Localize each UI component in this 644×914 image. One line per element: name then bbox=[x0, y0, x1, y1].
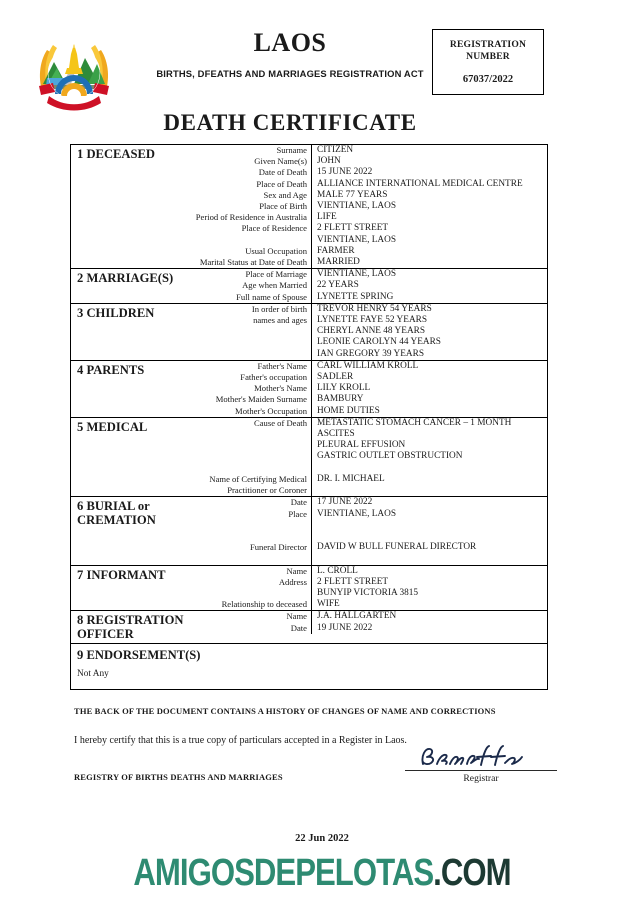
table-row bbox=[189, 406, 547, 417]
table-row bbox=[189, 145, 547, 156]
section-parents bbox=[71, 361, 547, 418]
row-label: Usual Occupation bbox=[245, 245, 307, 256]
table-row bbox=[189, 497, 547, 508]
row-value: VIENTIANE, LAOS bbox=[311, 269, 547, 280]
row-value: FARMER bbox=[311, 246, 547, 257]
row-label bbox=[189, 520, 311, 531]
section-deceased bbox=[71, 145, 547, 269]
row-value: GASTRIC OUTLET OBSTRUCTION bbox=[311, 451, 547, 462]
certificate-table bbox=[70, 144, 548, 690]
row-value: 22 YEARS bbox=[311, 280, 547, 291]
table-row bbox=[189, 451, 547, 462]
row-label: names and ages bbox=[253, 315, 307, 326]
registration-number-value: 67037/2022 bbox=[462, 74, 514, 85]
table-row bbox=[189, 520, 547, 531]
row-label: Date bbox=[290, 622, 307, 633]
row-value: BUNYIP VICTORIA 3815 bbox=[311, 588, 547, 599]
watermark-main-text: AMIGOSDEPELOTAS bbox=[133, 852, 434, 894]
table-row bbox=[189, 509, 547, 520]
section-parents-rows bbox=[189, 361, 547, 417]
row-label: Date bbox=[290, 497, 307, 508]
table-row bbox=[189, 246, 547, 257]
row-value: PLEURAL EFFUSION bbox=[311, 440, 547, 451]
row-value: METASTATIC STOMACH CANCER – 1 MONTH bbox=[311, 418, 547, 429]
row-value: HOME DUTIES bbox=[311, 406, 547, 417]
table-row bbox=[189, 304, 547, 315]
burial-title-line1: 6 BURIAL or bbox=[77, 499, 150, 514]
table-row bbox=[189, 542, 547, 553]
row-label: Name bbox=[286, 565, 307, 576]
table-row bbox=[189, 485, 547, 496]
row-value bbox=[311, 463, 547, 474]
back-of-document-notice: THE BACK OF THE DOCUMENT CONTAINS A HISTORY OF CHANGES OF NAME AND CORRECTIONS bbox=[74, 706, 496, 716]
table-row bbox=[189, 599, 547, 610]
row-value: JOHN bbox=[311, 156, 547, 167]
burial-title-line2: CREMATION bbox=[77, 512, 156, 527]
section-marriages bbox=[71, 269, 547, 304]
table-row bbox=[189, 394, 547, 405]
registration-number-label bbox=[433, 30, 543, 63]
act-subtitle: BIRTHS, DFEATHS AND MARRIAGES REGISTRATION ACT bbox=[156, 68, 424, 79]
table-row bbox=[189, 326, 547, 337]
table-row bbox=[189, 167, 547, 178]
section-burial-cremation bbox=[71, 497, 547, 565]
row-label: Marital Status at Date of Death bbox=[199, 257, 307, 268]
section-burial-rows bbox=[189, 497, 547, 564]
row-value: 2 FLETT STREET bbox=[311, 577, 547, 588]
section-children bbox=[71, 304, 547, 361]
row-value: 15 JUNE 2022 bbox=[311, 167, 547, 178]
table-row bbox=[189, 179, 547, 190]
table-row bbox=[189, 553, 547, 564]
table-row bbox=[189, 269, 547, 280]
row-label: Mother's Occupation bbox=[235, 405, 307, 416]
table-row bbox=[189, 292, 547, 303]
table-row bbox=[189, 463, 547, 474]
row-value: MARRIED bbox=[311, 257, 547, 268]
row-label: Sex and Age bbox=[263, 189, 307, 200]
table-row bbox=[189, 212, 547, 223]
site-watermark bbox=[58, 852, 586, 895]
section-endorsements-body bbox=[71, 644, 207, 689]
section-burial-cremation-title bbox=[71, 497, 189, 564]
row-label bbox=[189, 553, 311, 564]
table-row bbox=[189, 566, 547, 577]
section-marriages-title: 2 MARRIAGE(S) bbox=[77, 271, 174, 286]
row-value bbox=[311, 531, 547, 542]
section-medical bbox=[71, 418, 547, 497]
watermark-tld-text: .COM bbox=[433, 852, 511, 894]
row-label: Practitioner or Coroner bbox=[227, 485, 307, 496]
row-label: Relationship to deceased bbox=[221, 599, 307, 610]
table-row bbox=[189, 156, 547, 167]
section-marriages-rows bbox=[189, 269, 547, 303]
row-value: 19 JUNE 2022 bbox=[311, 623, 547, 634]
row-label: Age when Married bbox=[242, 280, 307, 291]
table-row bbox=[189, 337, 547, 348]
row-value: SADLER bbox=[311, 372, 547, 383]
section-children-title: 3 CHILDREN bbox=[77, 305, 155, 320]
registrar-signature-block bbox=[405, 744, 557, 784]
section-registration-officer-title: 8 REGISTRATION OFFICER bbox=[77, 613, 184, 641]
table-row bbox=[189, 201, 547, 212]
section-endorsements-title: 9 ENDORSEMENT(S) bbox=[77, 648, 201, 663]
row-value: VIENTIANE, LAOS bbox=[311, 235, 547, 246]
table-row bbox=[189, 349, 547, 360]
table-row bbox=[189, 588, 547, 599]
table-row bbox=[189, 429, 547, 440]
row-value: CARL WILLIAM KROLL bbox=[311, 361, 547, 372]
row-label: Funeral Director bbox=[249, 542, 307, 553]
row-label: Mother's Name bbox=[254, 383, 307, 394]
table-row bbox=[231, 623, 547, 634]
section-registration-officer-rows bbox=[231, 611, 547, 643]
issue-date: 22 Jun 2022 bbox=[295, 833, 349, 844]
registration-label-line2: NUMBER bbox=[466, 51, 510, 62]
row-value: MALE 77 YEARS bbox=[311, 190, 547, 201]
row-value: VIENTIANE, LAOS bbox=[311, 201, 547, 212]
table-row bbox=[231, 611, 547, 622]
row-value: LYNETTE SPRING bbox=[311, 292, 547, 303]
section-informant bbox=[71, 566, 547, 612]
row-label: Period of Residence in Australia bbox=[195, 212, 307, 223]
table-row bbox=[189, 440, 547, 451]
row-label: Surname bbox=[276, 145, 307, 155]
row-label: Place of Residence bbox=[241, 223, 307, 234]
table-row bbox=[189, 372, 547, 383]
row-value: LEONIE CAROLYN 44 YEARS bbox=[311, 337, 547, 348]
row-value bbox=[311, 520, 547, 531]
row-value: 2 FLETT STREET bbox=[311, 223, 547, 234]
page-title: DEATH CERTIFICATE bbox=[163, 110, 417, 135]
table-row bbox=[189, 257, 547, 268]
row-value: ASCITES bbox=[311, 429, 547, 440]
row-value: DR. I. MICHAEL bbox=[311, 474, 547, 485]
row-label: Name of Certifying Medical bbox=[209, 473, 307, 484]
signature-ink bbox=[405, 744, 557, 770]
row-label: In order of birth bbox=[251, 303, 307, 314]
section-parents-title: 4 PARENTS bbox=[77, 362, 145, 377]
row-value: LILY KROLL bbox=[311, 383, 547, 394]
table-row bbox=[189, 280, 547, 291]
table-row bbox=[189, 235, 547, 246]
row-value: VIENTIANE, LAOS bbox=[311, 509, 547, 520]
section-medical-title: 5 MEDICAL bbox=[77, 419, 148, 434]
section-registration-officer bbox=[71, 611, 547, 644]
row-label: Mother's Maiden Surname bbox=[215, 394, 307, 405]
row-label: Date of Death bbox=[258, 167, 307, 178]
registration-number-box bbox=[432, 29, 544, 95]
table-row bbox=[189, 223, 547, 234]
table-row bbox=[189, 531, 547, 542]
signature-caption: Registrar bbox=[463, 773, 499, 784]
table-row bbox=[189, 474, 547, 485]
row-value: LYNETTE FAYE 52 YEARS bbox=[311, 315, 547, 326]
row-label bbox=[189, 463, 311, 474]
row-value bbox=[311, 553, 547, 564]
section-informant-rows bbox=[189, 566, 547, 611]
row-value: DAVID W BULL FUNERAL DIRECTOR bbox=[311, 542, 547, 553]
row-value: CITIZEN bbox=[311, 145, 547, 156]
row-label: Father's Name bbox=[257, 360, 307, 371]
endorsements-text: Not Any bbox=[77, 669, 109, 680]
row-label: Place of Marriage bbox=[245, 269, 307, 280]
registration-label-line1: REGISTRATION bbox=[449, 39, 527, 50]
row-label bbox=[189, 531, 311, 542]
table-row bbox=[189, 418, 547, 429]
row-label: Place bbox=[288, 508, 307, 519]
row-value: LIFE bbox=[311, 212, 547, 223]
row-value: ALLIANCE INTERNATIONAL MEDICAL CENTRE bbox=[311, 179, 547, 190]
row-label: Place of Birth bbox=[259, 201, 307, 212]
section-informant-title: 7 INFORMANT bbox=[77, 567, 166, 582]
row-value bbox=[311, 485, 547, 496]
table-row bbox=[189, 361, 547, 372]
section-children-rows bbox=[189, 304, 547, 360]
row-label: Address bbox=[278, 576, 307, 587]
row-label: Cause of Death bbox=[254, 417, 307, 428]
row-value: WIFE bbox=[311, 599, 547, 610]
row-label: Given Name(s) bbox=[254, 156, 307, 167]
row-label: Name bbox=[286, 611, 307, 622]
certification-statement: I hereby certify that this is a true copy of particulars accepted in a Register in Laos. bbox=[74, 735, 407, 746]
row-value: J.A. HALLGARTEN bbox=[311, 611, 547, 622]
row-value: CHERYL ANNE 48 YEARS bbox=[311, 326, 547, 337]
country-title: LAOS bbox=[253, 28, 327, 57]
table-row bbox=[189, 190, 547, 201]
row-value: TREVOR HENRY 54 YEARS bbox=[311, 304, 547, 315]
row-value: BAMBURY bbox=[311, 394, 547, 405]
section-medical-rows bbox=[189, 418, 547, 496]
row-value: 17 JUNE 2022 bbox=[311, 497, 547, 508]
section-endorsements bbox=[71, 644, 547, 689]
row-value: L. CROLL bbox=[311, 566, 547, 577]
section-deceased-rows bbox=[189, 145, 547, 268]
registry-line: REGISTRY OF BIRTHS DEATHS AND MARRIAGES bbox=[74, 772, 283, 782]
table-row bbox=[189, 315, 547, 326]
row-label: Full name of Spouse bbox=[236, 291, 307, 302]
table-row bbox=[189, 383, 547, 394]
table-row bbox=[189, 577, 547, 588]
laos-national-emblem-icon bbox=[33, 28, 115, 114]
row-label: Place of Death bbox=[256, 178, 307, 189]
section-deceased-title: 1 DECEASED bbox=[77, 147, 156, 161]
row-label: Father's occupation bbox=[240, 372, 307, 383]
row-value: IAN GREGORY 39 YEARS bbox=[311, 349, 547, 360]
